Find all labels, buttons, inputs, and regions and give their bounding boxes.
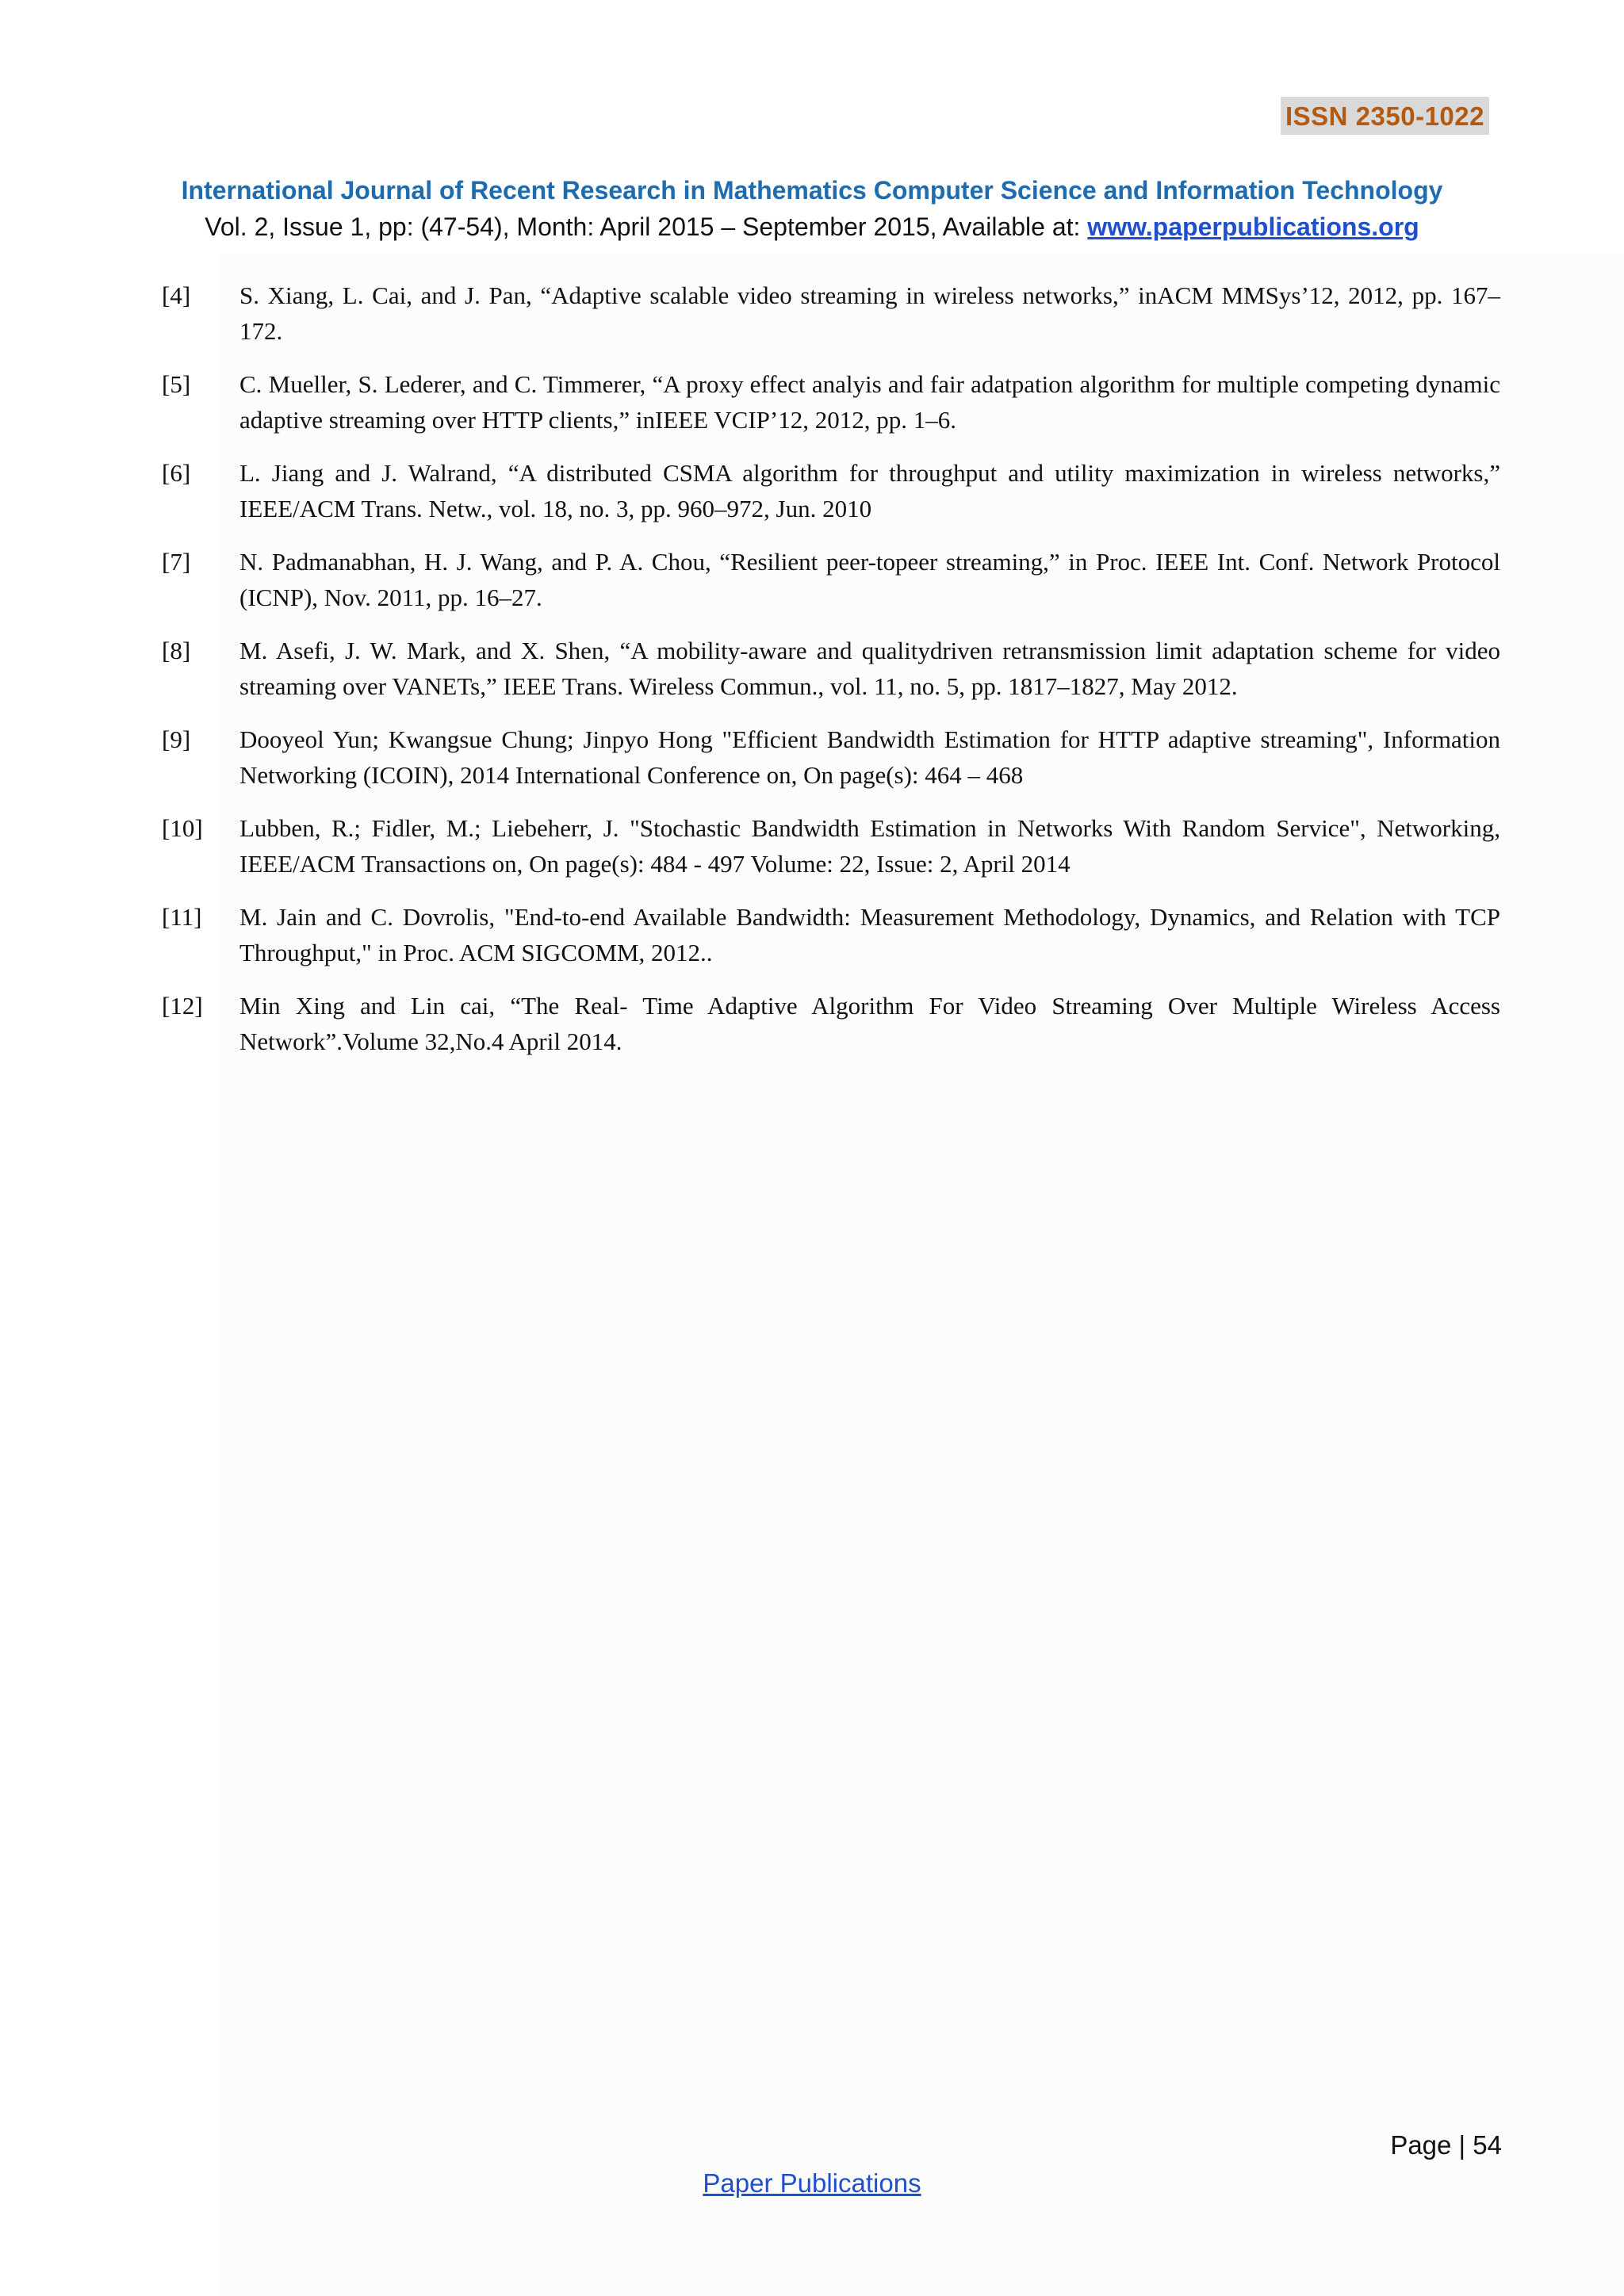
issn-label: ISSN 2350-1022 xyxy=(1281,97,1489,135)
reference-number: [9] xyxy=(162,725,191,753)
reference-item xyxy=(162,988,1500,1059)
reference-number: [6] xyxy=(162,459,191,487)
reference-number: [4] xyxy=(162,281,191,309)
volume-info-text: Vol. 2, Issue 1, pp: (47-54), Month: April 2015 – September 2015, Available at: xyxy=(205,212,1088,241)
reference-item xyxy=(162,366,1500,438)
reference-item xyxy=(162,721,1500,793)
reference-text: M. Asefi, J. W. Mark, and X. Shen, “A mobility-aware and qualitydriven retransmission limit adaptation scheme for video streaming over VANETs,” IEEE Trans. Wireless Commun., vol. 11, no. 5, pp. 1817–1827, May 2012. xyxy=(239,637,1500,700)
reference-text: Lubben, R.; Fidler, M.; Liebeherr, J. "Stochastic Bandwidth Estimation in Networks With Random Service", Networking, IEEE/ACM Transactions on, On page(s): 484 - 497 Volume: 22, Issue: 2, April 2014 xyxy=(239,814,1500,878)
reference-item xyxy=(162,810,1500,882)
page-number: Page | 54 xyxy=(1390,2130,1502,2160)
reference-text: M. Jain and C. Dovrolis, "End-to-end Available Bandwidth: Measurement Methodology, Dynamics, and Relation with TCP Throughput," in Proc. ACM SIGCOMM, 2012.. xyxy=(239,903,1500,966)
reference-text: Min Xing and Lin cai, “The Real- Time Adaptive Algorithm For Video Streaming Over Multiple Wireless Access Network”.Volume 32,No.4 April 2014. xyxy=(239,992,1500,1055)
reference-text: S. Xiang, L. Cai, and J. Pan, “Adaptive scalable video streaming in wireless networks,” inACM MMSys’12, 2012, pp. 167–172. xyxy=(239,281,1500,345)
reference-number: [8] xyxy=(162,637,191,664)
footer xyxy=(0,2166,1624,2201)
reference-number: [10] xyxy=(162,814,203,842)
reference-item xyxy=(162,544,1500,615)
reference-number: [11] xyxy=(162,903,202,931)
reference-text: L. Jiang and J. Walrand, “A distributed CSMA algorithm for throughput and utility maximization in wireless networks,” IEEE/ACM Trans. Netw., vol. 18, no. 3, pp. 960–972, Jun. 2010 xyxy=(239,459,1500,522)
reference-text: N. Padmanabhan, H. J. Wang, and P. A. Chou, “Resilient peer-topeer streaming,” in Proc. IEEE Int. Conf. Network Protocol (ICNP), Nov. 2011, pp. 16–27. xyxy=(239,548,1500,611)
reference-item xyxy=(162,633,1500,704)
reference-number: [5] xyxy=(162,370,191,398)
website-link[interactable]: www.paperpublications.org xyxy=(1087,212,1419,241)
journal-volume-info xyxy=(0,209,1624,244)
reference-item xyxy=(162,455,1500,526)
publisher-link[interactable]: Paper Publications xyxy=(703,2168,921,2198)
reference-number: [12] xyxy=(162,992,203,1020)
journal-title: International Journal of Recent Research in Mathematics Computer Science and Information Technology xyxy=(181,176,1443,205)
reference-list xyxy=(162,277,1500,1077)
reference-text: C. Mueller, S. Lederer, and C. Timmerer, “A proxy effect analyis and fair adatpation algorithm for multiple competing dynamic adaptive streaming over HTTP clients,” inIEEE VCIP’12, 2012, pp. 1–6. xyxy=(239,370,1500,434)
reference-item xyxy=(162,899,1500,970)
reference-text: Dooyeol Yun; Kwangsue Chung; Jinpyo Hong "Efficient Bandwidth Estimation for HTTP adaptive streaming", Information Networking (ICOIN), 2014 International Conference on, On page(s): 464 – 468 xyxy=(239,725,1500,789)
reference-item xyxy=(162,277,1500,349)
reference-number: [7] xyxy=(162,548,191,576)
